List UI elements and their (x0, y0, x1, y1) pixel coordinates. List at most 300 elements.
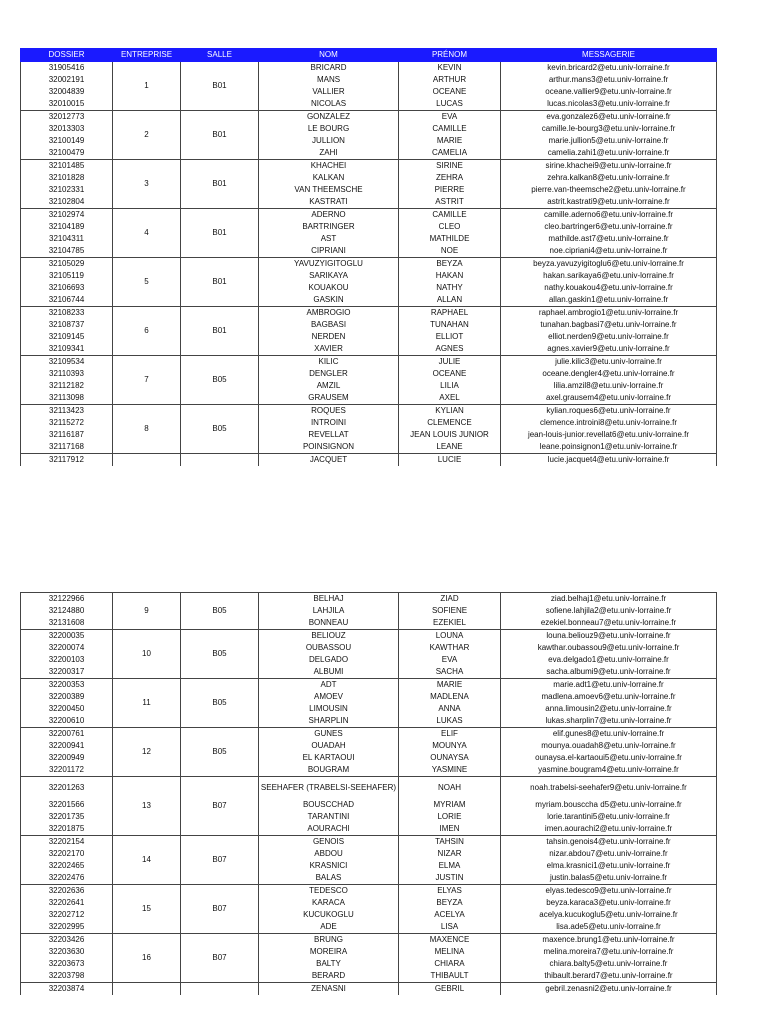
nom-cell: ABDOU (259, 848, 399, 860)
messagerie-cell: kylian.roques6@etu.univ-lorraine.fr (501, 405, 717, 418)
dossier-cell: 32109341 (21, 343, 113, 356)
header-messagerie: MESSAGERIE (501, 49, 717, 62)
dossier-cell: 32105119 (21, 270, 113, 282)
entreprise-cell: 14 (113, 836, 181, 885)
salle-cell: B01 (181, 111, 259, 160)
prenom-cell: MARIE (399, 135, 501, 147)
prenom-cell: LUKAS (399, 715, 501, 728)
prenom-cell: MAXENCE (399, 934, 501, 947)
dossier-cell: 32200074 (21, 642, 113, 654)
entreprise-cell: 6 (113, 307, 181, 356)
messagerie-cell: pierre.van-theemsche2@etu.univ-lorraine.fr (501, 184, 717, 196)
salle-cell: B05 (181, 593, 259, 630)
header-dossier: DOSSIER (21, 49, 113, 62)
messagerie-cell: axel.grausem4@etu.univ-lorraine.fr (501, 392, 717, 405)
prenom-cell: ELLIOT (399, 331, 501, 343)
nom-cell: INTROINI (259, 417, 399, 429)
prenom-cell: AXEL (399, 392, 501, 405)
messagerie-cell: elma.krasnici1@etu.univ-lorraine.fr (501, 860, 717, 872)
nom-cell: KUCUKOGLU (259, 909, 399, 921)
entreprise-cell: 15 (113, 885, 181, 934)
salle-cell: B07 (181, 934, 259, 983)
table-row (21, 885, 717, 898)
nom-cell: MANS (259, 74, 399, 86)
prenom-cell: MATHILDE (399, 233, 501, 245)
dossier-cell: 32200035 (21, 630, 113, 643)
nom-cell: LE BOURG (259, 123, 399, 135)
messagerie-cell: madlena.amoev6@etu.univ-lorraine.fr (501, 691, 717, 703)
nom-cell: TEDESCO (259, 885, 399, 898)
messagerie-cell: arthur.mans3@etu.univ-lorraine.fr (501, 74, 717, 86)
entreprise-cell: 9 (113, 593, 181, 630)
dossier-cell: 32201566 (21, 799, 113, 811)
messagerie-cell: sacha.albumi9@etu.univ-lorraine.fr (501, 666, 717, 679)
student-table-page-2 (20, 592, 717, 995)
salle-cell: B01 (181, 160, 259, 209)
nom-cell: BALAS (259, 872, 399, 885)
prenom-cell: ACELYA (399, 909, 501, 921)
dossier-cell: 32010015 (21, 98, 113, 111)
nom-cell: KARACA (259, 897, 399, 909)
prenom-cell: PIERRE (399, 184, 501, 196)
dossier-cell: 32201735 (21, 811, 113, 823)
prenom-cell: ZIAD (399, 593, 501, 606)
salle-cell: B01 (181, 62, 259, 111)
prenom-cell: EVA (399, 111, 501, 124)
dossier-cell: 32106693 (21, 282, 113, 294)
dossier-cell: 32202170 (21, 848, 113, 860)
messagerie-cell: lucie.jacquet4@etu.univ-lorraine.fr (501, 454, 717, 467)
dossier-cell: 32104785 (21, 245, 113, 258)
header-row (21, 49, 717, 62)
dossier-cell: 32200389 (21, 691, 113, 703)
messagerie-cell: ziad.belhaj1@etu.univ-lorraine.fr (501, 593, 717, 606)
messagerie-cell: sirine.khachei9@etu.univ-lorraine.fr (501, 160, 717, 173)
messagerie-cell: justin.balas5@etu.univ-lorraine.fr (501, 872, 717, 885)
prenom-cell: TUNAHAN (399, 319, 501, 331)
dossier-cell: 32109145 (21, 331, 113, 343)
messagerie-cell: chiara.balty5@etu.univ-lorraine.fr (501, 958, 717, 970)
prenom-cell: ARTHUR (399, 74, 501, 86)
messagerie-cell: jean-louis-junior.revellat6@etu.univ-lorraine.fr (501, 429, 717, 441)
prenom-cell: NOAH (399, 777, 501, 800)
messagerie-cell: yasmine.bougram4@etu.univ-lorraine.fr (501, 764, 717, 777)
nom-cell: BARTRINGER (259, 221, 399, 233)
messagerie-cell: zehra.kalkan8@etu.univ-lorraine.fr (501, 172, 717, 184)
nom-cell: SEEHAFER (TRABELSI-SEEHAFER) (259, 777, 399, 800)
prenom-cell: IMEN (399, 823, 501, 836)
messagerie-cell: astrit.kastrati9@etu.univ-lorraine.fr (501, 196, 717, 209)
prenom-cell: AGNES (399, 343, 501, 356)
messagerie-cell: camelia.zahi1@etu.univ-lorraine.fr (501, 147, 717, 160)
messagerie-cell: cleo.bartringer6@etu.univ-lorraine.fr (501, 221, 717, 233)
messagerie-cell: nathy.kouakou4@etu.univ-lorraine.fr (501, 282, 717, 294)
messagerie-cell: eva.gonzalez6@etu.univ-lorraine.fr (501, 111, 717, 124)
table-row (21, 209, 717, 222)
nom-cell: AMOEV (259, 691, 399, 703)
nom-cell: BERARD (259, 970, 399, 983)
nom-cell: VALLIER (259, 86, 399, 98)
dossier-cell: 32131608 (21, 617, 113, 630)
messagerie-cell: ezekiel.bonneau7@etu.univ-lorraine.fr (501, 617, 717, 630)
prenom-cell: JUSTIN (399, 872, 501, 885)
nom-cell: ADERNO (259, 209, 399, 222)
dossier-cell: 32113098 (21, 392, 113, 405)
dossier-cell: 32013303 (21, 123, 113, 135)
prenom-cell: LUCAS (399, 98, 501, 111)
dossier-cell: 32002191 (21, 74, 113, 86)
messagerie-cell: elyas.tedesco9@etu.univ-lorraine.fr (501, 885, 717, 898)
table-row (21, 307, 717, 320)
nom-cell: TARANTINI (259, 811, 399, 823)
messagerie-cell: tahsin.genois4@etu.univ-lorraine.fr (501, 836, 717, 849)
prenom-cell: CLEMENCE (399, 417, 501, 429)
dossier-cell: 32200450 (21, 703, 113, 715)
table-row (21, 111, 717, 124)
dossier-cell: 32203673 (21, 958, 113, 970)
dossier-cell: 32201263 (21, 777, 113, 800)
dossier-cell: 32100479 (21, 147, 113, 160)
salle-cell: B01 (181, 307, 259, 356)
nom-cell: LAHJILA (259, 605, 399, 617)
prenom-cell: ELMA (399, 860, 501, 872)
dossier-cell: 32115272 (21, 417, 113, 429)
prenom-cell: EVA (399, 654, 501, 666)
messagerie-cell: raphael.ambrogio1@etu.univ-lorraine.fr (501, 307, 717, 320)
prenom-cell: JULIE (399, 356, 501, 369)
dossier-cell: 32200353 (21, 679, 113, 692)
messagerie-cell: mathilde.ast7@etu.univ-lorraine.fr (501, 233, 717, 245)
dossier-cell: 32104311 (21, 233, 113, 245)
dossier-cell: 32200949 (21, 752, 113, 764)
messagerie-cell: agnes.xavier9@etu.univ-lorraine.fr (501, 343, 717, 356)
dossier-cell: 32117912 (21, 454, 113, 467)
table-row (21, 258, 717, 271)
prenom-cell: CLEO (399, 221, 501, 233)
messagerie-cell: imen.aourachi2@etu.univ-lorraine.fr (501, 823, 717, 836)
prenom-cell: SOFIENE (399, 605, 501, 617)
prenom-cell: LEANE (399, 441, 501, 454)
entreprise-cell: 12 (113, 728, 181, 777)
header-prenom: PRÉNOM (399, 49, 501, 62)
prenom-cell: YASMINE (399, 764, 501, 777)
nom-cell: YAVUZYIGITOGLU (259, 258, 399, 271)
prenom-cell: MELINA (399, 946, 501, 958)
messagerie-cell: maxence.brung1@etu.univ-lorraine.fr (501, 934, 717, 947)
dossier-cell: 32203630 (21, 946, 113, 958)
dossier-cell: 32105029 (21, 258, 113, 271)
table-row (21, 356, 717, 369)
prenom-cell: CHIARA (399, 958, 501, 970)
nom-cell: ZENASNI (259, 983, 399, 996)
salle-cell: B05 (181, 679, 259, 728)
messagerie-cell: tunahan.bagbasi7@etu.univ-lorraine.fr (501, 319, 717, 331)
table-row (21, 983, 717, 996)
messagerie-cell: lucas.nicolas3@etu.univ-lorraine.fr (501, 98, 717, 111)
nom-cell: SARIKAYA (259, 270, 399, 282)
dossier-cell: 32102804 (21, 196, 113, 209)
messagerie-cell: elliot.nerden9@etu.univ-lorraine.fr (501, 331, 717, 343)
messagerie-cell: hakan.sarikaya6@etu.univ-lorraine.fr (501, 270, 717, 282)
entreprise-cell: 7 (113, 356, 181, 405)
prenom-cell: BEYZA (399, 897, 501, 909)
prenom-cell: OCEANE (399, 368, 501, 380)
prenom-cell: CAMELIA (399, 147, 501, 160)
salle-cell: B05 (181, 356, 259, 405)
nom-cell: BELHAJ (259, 593, 399, 606)
prenom-cell: LUCIE (399, 454, 501, 467)
entreprise-cell (113, 454, 181, 467)
prenom-cell: ALLAN (399, 294, 501, 307)
entreprise-cell: 5 (113, 258, 181, 307)
table-row (21, 836, 717, 849)
entreprise-cell: 4 (113, 209, 181, 258)
prenom-cell: MOUNYA (399, 740, 501, 752)
salle-cell: B07 (181, 836, 259, 885)
nom-cell: BRICARD (259, 62, 399, 75)
dossier-cell: 32200317 (21, 666, 113, 679)
nom-cell: POINSIGNON (259, 441, 399, 454)
table-row (21, 934, 717, 947)
messagerie-cell: elif.gunes8@etu.univ-lorraine.fr (501, 728, 717, 741)
prenom-cell: CAMILLE (399, 123, 501, 135)
dossier-cell: 32202995 (21, 921, 113, 934)
dossier-cell: 32203798 (21, 970, 113, 983)
nom-cell: ZAHI (259, 147, 399, 160)
dossier-cell: 32201875 (21, 823, 113, 836)
prenom-cell: HAKAN (399, 270, 501, 282)
messagerie-cell: leane.poinsignon1@etu.univ-lorraine.fr (501, 441, 717, 454)
salle-cell (181, 983, 259, 996)
messagerie-cell: kevin.bricard2@etu.univ-lorraine.fr (501, 62, 717, 75)
table-row (21, 728, 717, 741)
nom-cell: GONZALEZ (259, 111, 399, 124)
dossier-cell: 32106744 (21, 294, 113, 307)
nom-cell: NERDEN (259, 331, 399, 343)
messagerie-cell: acelya.kucukoglu5@etu.univ-lorraine.fr (501, 909, 717, 921)
prenom-cell: JEAN LOUIS JUNIOR (399, 429, 501, 441)
messagerie-cell: lukas.sharplin7@etu.univ-lorraine.fr (501, 715, 717, 728)
header-salle: SALLE (181, 49, 259, 62)
nom-cell: AOURACHI (259, 823, 399, 836)
nom-cell: BOUGRAM (259, 764, 399, 777)
entreprise-cell (113, 983, 181, 996)
prenom-cell: MARIE (399, 679, 501, 692)
dossier-cell: 32117168 (21, 441, 113, 454)
prenom-cell: MADLENA (399, 691, 501, 703)
dossier-cell: 32110393 (21, 368, 113, 380)
entreprise-cell: 13 (113, 777, 181, 836)
messagerie-cell: myriam.bousccha d5@etu.univ-lorraine.fr (501, 799, 717, 811)
nom-cell: ALBUMI (259, 666, 399, 679)
prenom-cell: ZEHRA (399, 172, 501, 184)
dossier-cell: 32200941 (21, 740, 113, 752)
prenom-cell: ASTRIT (399, 196, 501, 209)
dossier-cell: 32109534 (21, 356, 113, 369)
prenom-cell: LISA (399, 921, 501, 934)
prenom-cell: OUNAYSA (399, 752, 501, 764)
nom-cell: ADE (259, 921, 399, 934)
entreprise-cell: 3 (113, 160, 181, 209)
header-entreprise: ENTREPRISE (113, 49, 181, 62)
messagerie-cell: eva.delgado1@etu.univ-lorraine.fr (501, 654, 717, 666)
dossier-cell: 32200761 (21, 728, 113, 741)
dossier-cell: 32200610 (21, 715, 113, 728)
nom-cell: NICOLAS (259, 98, 399, 111)
table-row (21, 454, 717, 467)
nom-cell: OUBASSOU (259, 642, 399, 654)
prenom-cell: LOUNA (399, 630, 501, 643)
dossier-cell: 32202465 (21, 860, 113, 872)
table-row (21, 160, 717, 173)
prenom-cell: MYRIAM (399, 799, 501, 811)
nom-cell: BONNEAU (259, 617, 399, 630)
salle-cell: B05 (181, 728, 259, 777)
messagerie-cell: beyza.karaca3@etu.univ-lorraine.fr (501, 897, 717, 909)
table-row (21, 777, 717, 800)
prenom-cell: KYLIAN (399, 405, 501, 418)
dossier-cell: 32202636 (21, 885, 113, 898)
salle-cell: B07 (181, 777, 259, 836)
nom-cell: BOUSCCHAD (259, 799, 399, 811)
table-row (21, 593, 717, 606)
prenom-cell: SACHA (399, 666, 501, 679)
prenom-cell: OCEANE (399, 86, 501, 98)
messagerie-cell: ounaysa.el-kartaoui5@etu.univ-lorraine.fr (501, 752, 717, 764)
nom-cell: OUADAH (259, 740, 399, 752)
messagerie-cell: nizar.abdou7@etu.univ-lorraine.fr (501, 848, 717, 860)
prenom-cell: NIZAR (399, 848, 501, 860)
dossier-cell: 32004839 (21, 86, 113, 98)
nom-cell: MOREIRA (259, 946, 399, 958)
nom-cell: REVELLAT (259, 429, 399, 441)
prenom-cell: NATHY (399, 282, 501, 294)
prenom-cell: EZEKIEL (399, 617, 501, 630)
nom-cell: AST (259, 233, 399, 245)
nom-cell: AMZIL (259, 380, 399, 392)
messagerie-cell: louna.beliouz9@etu.univ-lorraine.fr (501, 630, 717, 643)
salle-cell (181, 454, 259, 467)
messagerie-cell: kawthar.oubassou9@etu.univ-lorraine.fr (501, 642, 717, 654)
table-row (21, 679, 717, 692)
dossier-cell: 32102974 (21, 209, 113, 222)
nom-cell: ADT (259, 679, 399, 692)
dossier-cell: 32112182 (21, 380, 113, 392)
nom-cell: LIMOUSIN (259, 703, 399, 715)
nom-cell: KALKAN (259, 172, 399, 184)
dossier-cell: 32101828 (21, 172, 113, 184)
messagerie-cell: lisa.ade5@etu.univ-lorraine.fr (501, 921, 717, 934)
salle-cell: B05 (181, 405, 259, 454)
nom-cell: KRASNICI (259, 860, 399, 872)
prenom-cell: ANNA (399, 703, 501, 715)
messagerie-cell: noah.trabelsi-seehafer9@etu.univ-lorraine.fr (501, 777, 717, 800)
nom-cell: SHARPLIN (259, 715, 399, 728)
dossier-cell: 32202154 (21, 836, 113, 849)
messagerie-cell: anna.limousin2@etu.univ-lorraine.fr (501, 703, 717, 715)
nom-cell: KASTRATI (259, 196, 399, 209)
dossier-cell: 32200103 (21, 654, 113, 666)
dossier-cell: 31905416 (21, 62, 113, 75)
dossier-cell: 32108233 (21, 307, 113, 320)
dossier-cell: 32104189 (21, 221, 113, 233)
dossier-cell: 32203426 (21, 934, 113, 947)
messagerie-cell: lorie.tarantini5@etu.univ-lorraine.fr (501, 811, 717, 823)
nom-cell: BAGBASI (259, 319, 399, 331)
messagerie-cell: oceane.dengler4@etu.univ-lorraine.fr (501, 368, 717, 380)
messagerie-cell: beyza.yavuzyigitoglu6@etu.univ-lorraine.fr (501, 258, 717, 271)
nom-cell: DENGLER (259, 368, 399, 380)
nom-cell: JULLION (259, 135, 399, 147)
dossier-cell: 32012773 (21, 111, 113, 124)
entreprise-cell: 1 (113, 62, 181, 111)
dossier-cell: 32202641 (21, 897, 113, 909)
table-row (21, 405, 717, 418)
messagerie-cell: thibault.berard7@etu.univ-lorraine.fr (501, 970, 717, 983)
messagerie-cell: camille.le-bourg3@etu.univ-lorraine.fr (501, 123, 717, 135)
messagerie-cell: melina.moreira7@etu.univ-lorraine.fr (501, 946, 717, 958)
prenom-cell: TAHSIN (399, 836, 501, 849)
dossier-cell: 32202476 (21, 872, 113, 885)
entreprise-cell: 16 (113, 934, 181, 983)
prenom-cell: GEBRIL (399, 983, 501, 996)
prenom-cell: THIBAULT (399, 970, 501, 983)
header-nom: NOM (259, 49, 399, 62)
dossier-cell: 32201172 (21, 764, 113, 777)
salle-cell: B05 (181, 630, 259, 679)
nom-cell: EL KARTAOUI (259, 752, 399, 764)
prenom-cell: CAMILLE (399, 209, 501, 222)
prenom-cell: LILIA (399, 380, 501, 392)
student-table-page-1 (20, 48, 717, 466)
dossier-cell: 32124880 (21, 605, 113, 617)
nom-cell: BELIOUZ (259, 630, 399, 643)
prenom-cell: KAWTHAR (399, 642, 501, 654)
nom-cell: GASKIN (259, 294, 399, 307)
nom-cell: BALTY (259, 958, 399, 970)
prenom-cell: BEYZA (399, 258, 501, 271)
messagerie-cell: clemence.introini8@etu.univ-lorraine.fr (501, 417, 717, 429)
dossier-cell: 32108737 (21, 319, 113, 331)
dossier-cell: 32203874 (21, 983, 113, 996)
salle-cell: B01 (181, 209, 259, 258)
salle-cell: B07 (181, 885, 259, 934)
messagerie-cell: marie.jullion5@etu.univ-lorraine.fr (501, 135, 717, 147)
nom-cell: GRAUSEM (259, 392, 399, 405)
nom-cell: GENOIS (259, 836, 399, 849)
prenom-cell: SIRINE (399, 160, 501, 173)
table-row (21, 62, 717, 75)
nom-cell: JACQUET (259, 454, 399, 467)
entreprise-cell: 2 (113, 111, 181, 160)
nom-cell: GUNES (259, 728, 399, 741)
prenom-cell: NOE (399, 245, 501, 258)
dossier-cell: 32102331 (21, 184, 113, 196)
table-row (21, 630, 717, 643)
nom-cell: KILIC (259, 356, 399, 369)
prenom-cell: ELYAS (399, 885, 501, 898)
entreprise-cell: 10 (113, 630, 181, 679)
dossier-cell: 32100149 (21, 135, 113, 147)
messagerie-cell: noe.cipriani4@etu.univ-lorraine.fr (501, 245, 717, 258)
messagerie-cell: mounya.ouadah8@etu.univ-lorraine.fr (501, 740, 717, 752)
messagerie-cell: lilia.amzil8@etu.univ-lorraine.fr (501, 380, 717, 392)
prenom-cell: KEVIN (399, 62, 501, 75)
messagerie-cell: marie.adt1@etu.univ-lorraine.fr (501, 679, 717, 692)
salle-cell: B01 (181, 258, 259, 307)
messagerie-cell: julie.kilic3@etu.univ-lorraine.fr (501, 356, 717, 369)
entreprise-cell: 11 (113, 679, 181, 728)
